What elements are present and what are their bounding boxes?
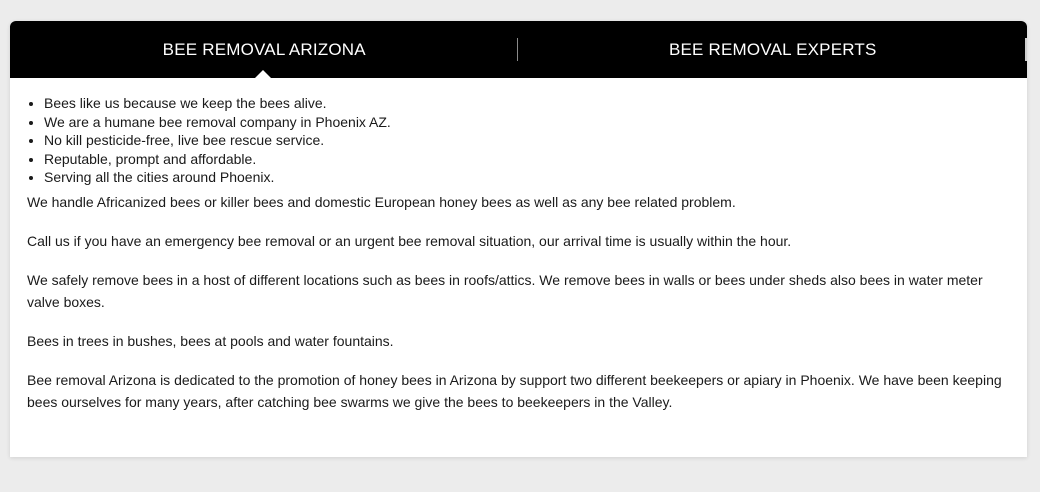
paragraph-trees-pools: Bees in trees in bushes, bees at pools and water fountains. bbox=[27, 332, 394, 349]
paragraph-beekeepers: Bee removal Arizona is dedicated to the promotion of honey bees in Arizona by support two different beekeepers or apiary in Phoenix. We have been keeping bees ourselves for many years, after catching bee swarms we give the bees to beekeepers in the Valley. bbox=[27, 371, 1002, 410]
active-tab-caret-icon bbox=[255, 70, 271, 78]
tab-divider bbox=[517, 38, 518, 61]
tab-label: BEE REMOVAL EXPERTS bbox=[668, 39, 877, 59]
tab-panel bbox=[10, 21, 1027, 457]
tab-content bbox=[10, 78, 1027, 413]
tab-label: BEE REMOVAL ARIZONA bbox=[162, 39, 366, 59]
feature-list bbox=[27, 94, 1010, 187]
tab-edge-divider bbox=[1025, 38, 1027, 61]
list-item: • Serving all the cities around Phoenix. bbox=[44, 168, 1010, 187]
paragraph-locations: We safely remove bees in a host of different locations such as bees in roofs/attics. We remove bees in walls or bees under sheds also bees in water meter valve boxes. bbox=[27, 271, 983, 310]
paragraph-emergency: Call us if you have an emergency bee removal or an urgent bee removal situation, our arrival time is usually within the hour. bbox=[27, 232, 792, 249]
tab-bar bbox=[10, 21, 1027, 78]
list-item: • Reputable, prompt and affordable. bbox=[44, 150, 1010, 169]
list-item: • No kill pesticide-free, live bee rescue service. bbox=[44, 131, 1010, 150]
tab-bee-removal-arizona[interactable] bbox=[10, 21, 519, 78]
list-item: • We are a humane bee removal company in Phoenix AZ. bbox=[44, 113, 1010, 132]
paragraph-bee-types: We handle Africanized bees or killer bees and domestic European honey bees as well as any bee related problem. bbox=[27, 193, 736, 210]
tab-bee-removal-experts[interactable] bbox=[519, 21, 1028, 78]
list-item: • Bees like us because we keep the bees alive. bbox=[44, 94, 1010, 113]
